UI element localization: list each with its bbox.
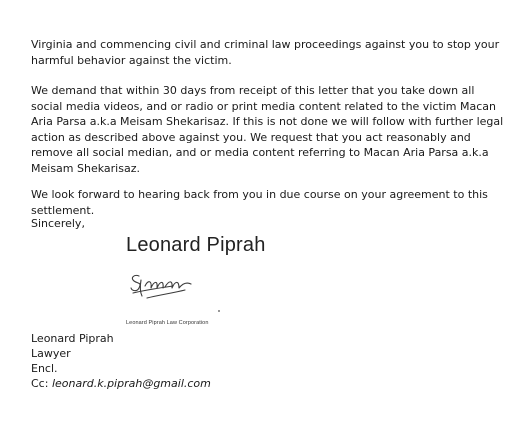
salutation-sincerely: Sincerely,: [31, 217, 85, 230]
cc-line: [31, 376, 211, 391]
handwritten-signature: [125, 266, 211, 308]
closing-block: [31, 331, 211, 391]
corporation-stamp: Leonard Piprah Law Corporation: [126, 320, 209, 326]
typed-signature-name: Leonard Piprah: [126, 234, 266, 256]
paragraph-proceedings: Virginia and commencing civil and criminal law proceedings against you to stop your harmful behavior against the victim.: [31, 38, 500, 67]
closing-name: Leonard Piprah: [31, 332, 114, 345]
stray-mark: [218, 310, 220, 312]
enclosure-note: Encl.: [31, 362, 58, 375]
cc-label: Cc:: [31, 377, 52, 390]
closing-title: Lawyer: [31, 347, 71, 360]
paragraph-look-forward: We look forward to hearing back from you in due course on your agreement to this settlement.: [31, 188, 488, 217]
cc-email-link[interactable]: leonard.k.piprah@gmail.com: [51, 377, 211, 390]
paragraph-demand: We demand that within 30 days from receipt of this letter that you take down all social media videos, and or radio or print media content related to the victim Macan Aria Parsa a.k.a Meisam Shekarisaz. If this is not done we will follow with further legal action as described above against you. We request that you act reasonably and remove all social median, and or media content referring to Macan Aria Parsa a.k.a Meisam Shekarisaz.: [31, 84, 504, 175]
